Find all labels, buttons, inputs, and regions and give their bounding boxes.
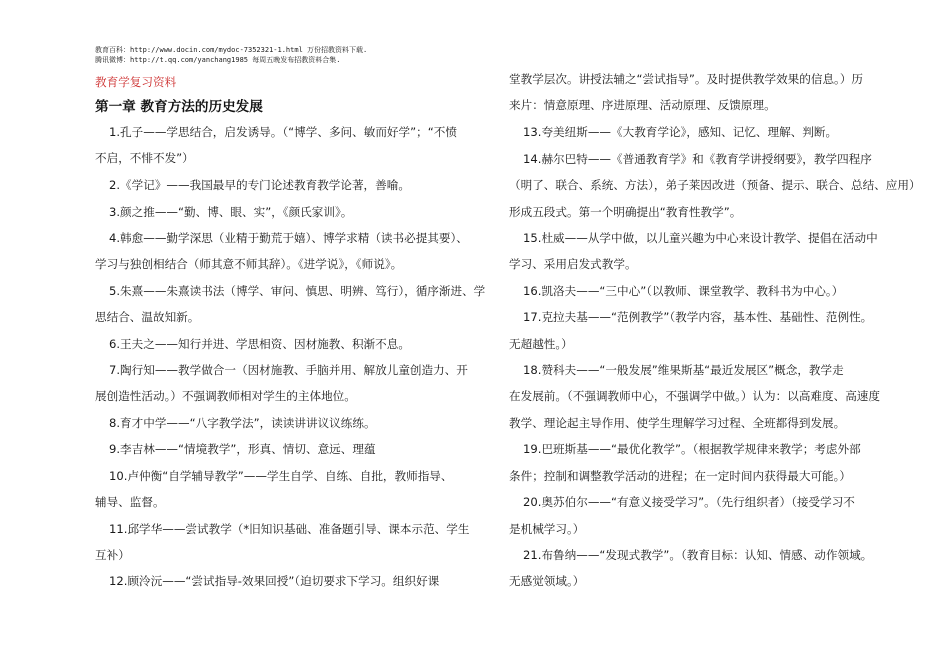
header-line-2: 腾讯微博：http://t.qq.com/yanchang1985 每周五晚发布招教资料合集. — [95, 56, 341, 64]
text-line: 6.王夫之——知行并进、学思相资、因材施教、积渐不息。 — [109, 337, 410, 351]
text-line: 18.赞科夫——“一般发展”维果斯基“最近发展区”概念，教学走 — [523, 363, 844, 377]
text-line: 展创造性活动。）不强调教师相对学生的主体地位。 — [95, 389, 356, 403]
header-line-1: 教育百科：http://www.docin.com/mydoc-7352321-1.html 万份招教资料下载. — [95, 46, 368, 54]
text-line: 9.李吉林——“情境教学”，形真、情切、意远、理蕴 — [109, 442, 376, 456]
text-line: 12.顾泠沅——“尝试指导-效果回授”（迫切要求下学习。组织好课 — [109, 574, 440, 588]
text-line: 在发展前。（不强调教师中心，不强调学中做。）认为：以高难度、高速度 — [509, 389, 880, 403]
text-line: 8.育才中学——“八字教学法”，读读讲讲议议练练。 — [109, 416, 376, 430]
text-line: 20.奥苏伯尔——“有意义接受学习”。（先行组织者）（接受学习不 — [523, 495, 855, 509]
text-line: 11.邱学华——尝试教学（*旧知识基础、准备题引导、课本示范、学生 — [109, 522, 470, 536]
text-line: （明了、联合、系统、方法），弟子莱因改进（预备、提示、联合、总结、应用） — [509, 178, 921, 192]
text-line: 堂教学层次。讲授法辅之“尝试指导”。及时提供教学效果的信息。）历 — [509, 72, 864, 86]
text-line: 13.夸美纽斯——《大教育学论》，感知、记忆、理解、判断。 — [523, 125, 838, 139]
chapter-heading: 第一章 教育方法的历史发展 — [95, 99, 263, 115]
text-line: 不启，不悱不发”） — [95, 151, 194, 165]
text-line: 4.韩愈——勤学深思（业精于勤荒于嬉）、博学求精（读书必提其要）、 — [109, 231, 468, 245]
text-line: 来片：情意原理、序进原理、活动原理、反馈原理。 — [509, 98, 776, 112]
text-line: 21.布鲁纳——“发现式教学”。（教育目标：认知、情感、动作领域。 — [523, 548, 873, 562]
text-line: 互补） — [95, 548, 130, 562]
text-line: 形成五段式。第一个明确提出“教育性教学”。 — [509, 205, 742, 219]
text-line: 学习与独创相结合（师其意不师其辞）。《进学说》，《师说》。 — [95, 257, 403, 271]
text-line: 教学、理论起主导作用、使学生理解学习过程、全班都得到发展。 — [509, 416, 846, 430]
text-line: 2.《学记》——我国最早的专门论述教育教学论著，善喻。 — [109, 178, 410, 192]
text-line: 条件；控制和调整教学活动的进程；在一定时间内获得最大可能。） — [509, 469, 852, 483]
text-line: 14.赫尔巴特——《普通教育学》和《教育学讲授纲要》，教学四程序 — [523, 152, 872, 166]
text-line: 10.卢仲衡“自学辅导教学”——学生自学、自练、自批，教师指导、 — [109, 469, 453, 483]
text-line: 17.克拉夫基——“范例教学”（教学内容，基本性、基础性、范例性。 — [523, 310, 873, 324]
document-title: 教育学复习资料 — [95, 75, 177, 89]
text-line: 15.杜威——从学中做，以儿童兴趣为中心来设计教学、提倡在活动中 — [523, 231, 878, 245]
text-line: 学习、采用启发式教学。 — [509, 257, 637, 271]
text-line: 1.孔子——学思结合，启发诱导。（“博学、多问、敏而好学”；“不愤 — [109, 125, 457, 139]
text-line: 3.颜之推——“勤、博、眼、实”，《颜氏家训》。 — [109, 205, 353, 219]
text-line: 16.凯洛夫——“三中心”（以教师、课堂教学、教科书为中心。） — [523, 284, 844, 298]
text-line: 是机械学习。） — [509, 522, 585, 536]
text-line: 5.朱熹——朱熹读书法（博学、审问、慎思、明辨、笃行），循序渐进、学 — [109, 284, 486, 298]
text-line: 7.陶行知——教学做合一（因材施教、手脑并用、解放儿童创造力、开 — [109, 363, 468, 377]
text-line: 无超越性。） — [509, 337, 573, 351]
text-line: 无感觉领域。） — [509, 574, 585, 588]
text-line: 辅导、监督。 — [95, 495, 165, 509]
text-line: 思结合、温故知新。 — [95, 310, 200, 324]
text-line: 19.巴班斯基——“最优化教学”。（根据教学规律来教学；考虑外部 — [523, 442, 861, 456]
